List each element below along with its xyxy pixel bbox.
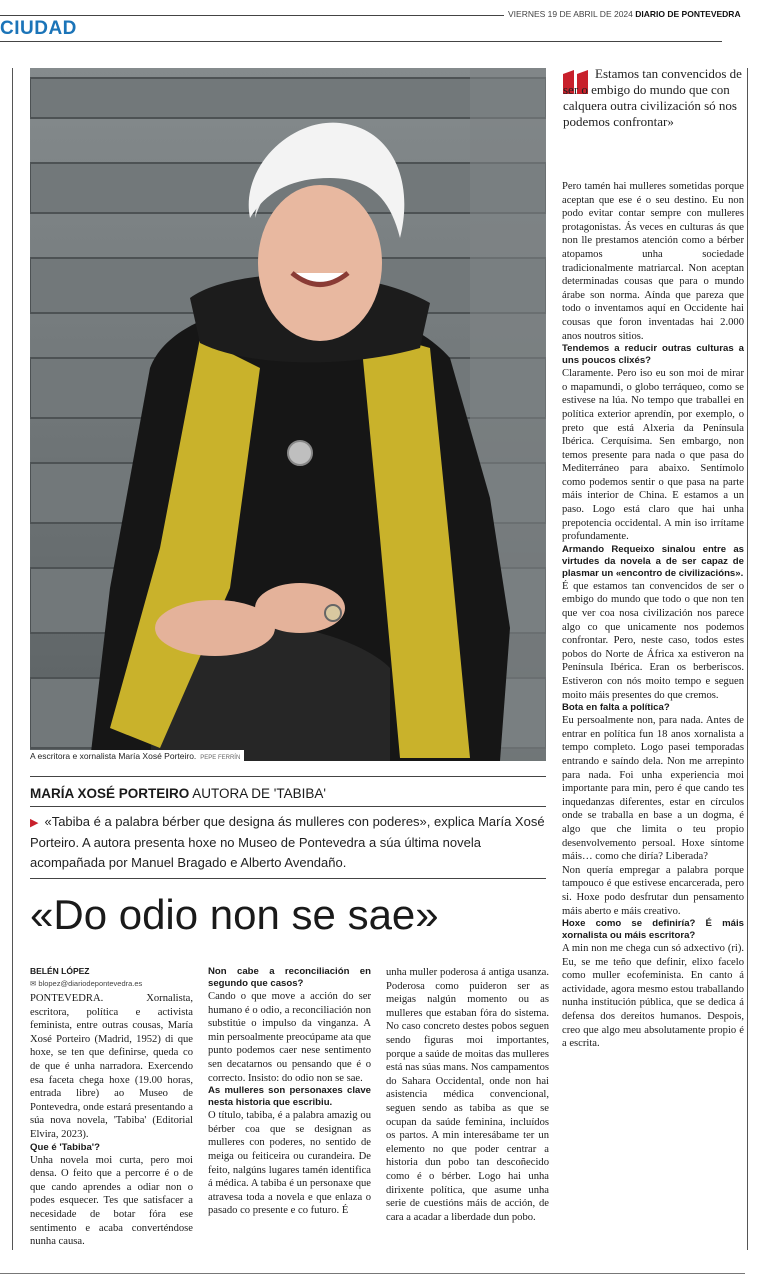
header-dateline	[508, 9, 741, 19]
question: Non cabe a reconciliación en segundo que casos?	[208, 966, 371, 989]
question: Bota en falta a política?	[562, 702, 670, 714]
paragraph: Unha novela moi curta, pero moi densa. O feito que a percorre é o de que cando aprendes a odiar non o podes esquecer. Tes que satisfacer a necesidade de botar fóra ese sentimento e acaba converténdose nunha causa.	[30, 1154, 193, 1248]
body-column-3	[386, 966, 549, 1224]
interviewee-name: MARÍA XOSÉ PORTEIRO	[30, 786, 190, 801]
header-rule	[0, 15, 504, 16]
portrait-photo	[30, 68, 546, 761]
header-rule-bottom	[0, 41, 722, 42]
question: Que é 'Tabiba'?	[30, 1141, 100, 1153]
paragraph: A min non me chega cun só adxectivo (ri). Eu, se me teño que definir, elixo facelo como muller ecofeminista. En canto á actividade, agora mesmo estou traballando nunha institución pública, que se dedica á defensa dos dereitos humanos. Despois, creo que algo meu absolutamente propio é a escrita.	[562, 943, 744, 1050]
caption-text: A escritora e xornalista María Xosé Porteiro.	[30, 751, 197, 761]
paragraph: É que estamos tan convencidos de ser o embigo do mundo que todo o que non ten que ver coa nosa civilización nos parece algo co que unicamente nos podemos confrontar. Pero, neste caso, todos estes pobos do Norte de África xa estiveron na Península Ibérica. Eran os berberiscos. Estiveron con nós moito tempo e seguen moito máis presentes do que cremos.	[562, 580, 744, 701]
question: Armando Requeixo sinalou entre as virtudes da novela a de ser capaz de plasmar un «encontro de civilizacións».	[562, 543, 744, 579]
byline-name: BELÉN LÓPEZ	[30, 966, 90, 976]
email-icon: ✉	[30, 979, 39, 988]
body-column-2	[208, 966, 371, 1218]
paragraph: Eu persoalmente non, para nada. Antes de entrar en política fun 18 anos xornalista a tempo completo. Logo pasei temporadas entrando e saíndo dela. Non me arrepinto para nada. Foi unha experiencia moi importante para min, pero é que cando tes inquedanzas diferentes, estar en círculos onde se traballa en base a un dogma, é algo que che limita o teu propio desenvolvemento persoal. Hoxe síntome máis… como che diría? Liberada?	[562, 715, 744, 863]
title-rule	[30, 776, 546, 777]
portrait-illustration	[30, 68, 546, 761]
paragraph: Non quería empregar a palabra porque tampouco é que estivese encarcerada, pero si. Hoxe podo desfrutar dun pensamento máis aberto e máis creativo.	[562, 864, 744, 917]
newspaper-name: DIARIO DE PONTEVEDRA	[635, 9, 741, 19]
intro-text: «Tabiba é a palabra bérber que designa ás mulleres con poderes», explica María Xosé Porteiro. A autora presenta hoxe no Museo de Pontevedra a súa última novela acompañada por Manuel Bragado e Alberto Avendaño.	[30, 814, 545, 870]
photo-caption	[30, 750, 244, 762]
interviewee-line	[30, 786, 326, 801]
paragraph: Claramente. Pero iso eu son moi de mirar o mapamundi, o globo terráqueo, como se estivese na lúa. No tempo que traballei en política exterior aprendín, por exemplo, o preto que está Alxeria da Península Ibérica. Cerquísima. Sen embargo, non temos presente para nada o que pasa do Mediterráneo para abaixo. Sentímolo como podemos sentir o que pasa na parte máis interior de China. E estamos a un paso. Logo está claro que hai unha prepotencia occidental. A min iso irrítame profundamente.	[562, 368, 744, 543]
photo-credit: PEPE FERRÍN	[200, 755, 241, 761]
pull-quote: Estamos tan convencidos de ser o embigo do mundo que con calquera outra civilización só nos podemos confrontar»	[563, 66, 742, 129]
issue-date: VIERNES 19 DE ABRIL DE 2024	[508, 9, 633, 19]
byline-email: ✉ blopez@diariodepontevedra.es	[30, 979, 143, 988]
page-frame-left	[12, 68, 13, 1250]
intro-standfirst	[30, 812, 546, 873]
headline: «Do odio non se sae»	[30, 891, 439, 938]
interviewee-role: AUTORA DE 'TABIBA'	[192, 786, 326, 801]
question: As mulleres son personaxes clave nesta historia que escribiu.	[208, 1085, 371, 1109]
page-frame-right	[747, 68, 748, 1250]
question: Hoxe como se definiría? É máis xornalista ou máis escritora?	[562, 918, 744, 942]
title-rule	[30, 878, 546, 879]
paragraph: unha muller poderosa á antiga usanza. Poderosa como puideron ser as meigas nalgún momento ou as mulleres que estaban fóra do sistema. No caso concreto destes pobos seguen sendo figuras moi importantes, porque a saúde de moitas das mulleres está nas súas mans. Nos campamentos do Sahara Occidental, onde non hai asistencia médica convencional, seguen sendo as tabiba as que se ocupan da saúde feminina, incluídos os partos. A min interesábame ter un elemento no que poder centrar a historia dun pobo tan descoñecido como é o bérber. Logo hai unha dirixente política, que asume unha serie de cuestións máis de acción, de cara a acadar a liberdade dun pobo.	[386, 967, 549, 1223]
body-column-1	[30, 992, 193, 1249]
paragraph: Pero tamén hai mulleres sometidas porque aceptan que ese é o seu destino. Eu non podo evitar contar sempre con mulleres protagonistas. Ás veces en culturas ás que non lle prestamos atención como a bérber atopamos unha sociedade tradicionalmente matriarcal. Non aceptan determinadas cousas que para o mundo árabe son norma. Aínda que pareza que todo o inventamos aquí en Occidente hai cousas que foron inventadas hai 2.000 anos noutros sitios.	[562, 181, 744, 342]
triangle-bullet-icon: ▶	[30, 817, 39, 829]
title-rule	[30, 806, 546, 807]
right-column-text	[562, 180, 744, 1051]
question: Tendemos a reducir outras culturas a uns poucos clixés?	[562, 343, 744, 367]
section-label: CIUDAD	[0, 18, 77, 39]
paragraph: Cando o que move a acción do ser humano é o odio, a reconciliación non substitúe o impulso da vinganza. A min persoalmente preocúpame ata que punto podemos caer nese sentimento sen decatarnos ou pensando que é o correcto. Insisto: do odio non se sae.	[208, 991, 371, 1084]
paragraph: O título, tabiba, é a palabra amazig ou bérber coa que se designan as mulleres con poderes, no sentido de meiga ou feiticeira ou curandeira. De feito, nalgúns lugares tamén identifica á médica. A tabiba é un personaxe que atravesa toda a novela e que enlaza o pasado co presente e co futuro. É	[208, 1110, 371, 1217]
paragraph: PONTEVEDRA. Xornalista, escritora, política e activista feminista, entre outras cousas, María Xosé Porteiro (Madrid, 1952) di que hoxe, se ten que definirse, queda co de que é unha narradora. Exercendo esa faceta chega hoxe (19.00 horas, entrada libre) ao Museo de Pontevedra, onde estará presentando a súa nova novela, 'Tabiba' (Editorial Elvira, 2023).	[30, 993, 193, 1140]
page-frame-bottom	[0, 1273, 745, 1274]
